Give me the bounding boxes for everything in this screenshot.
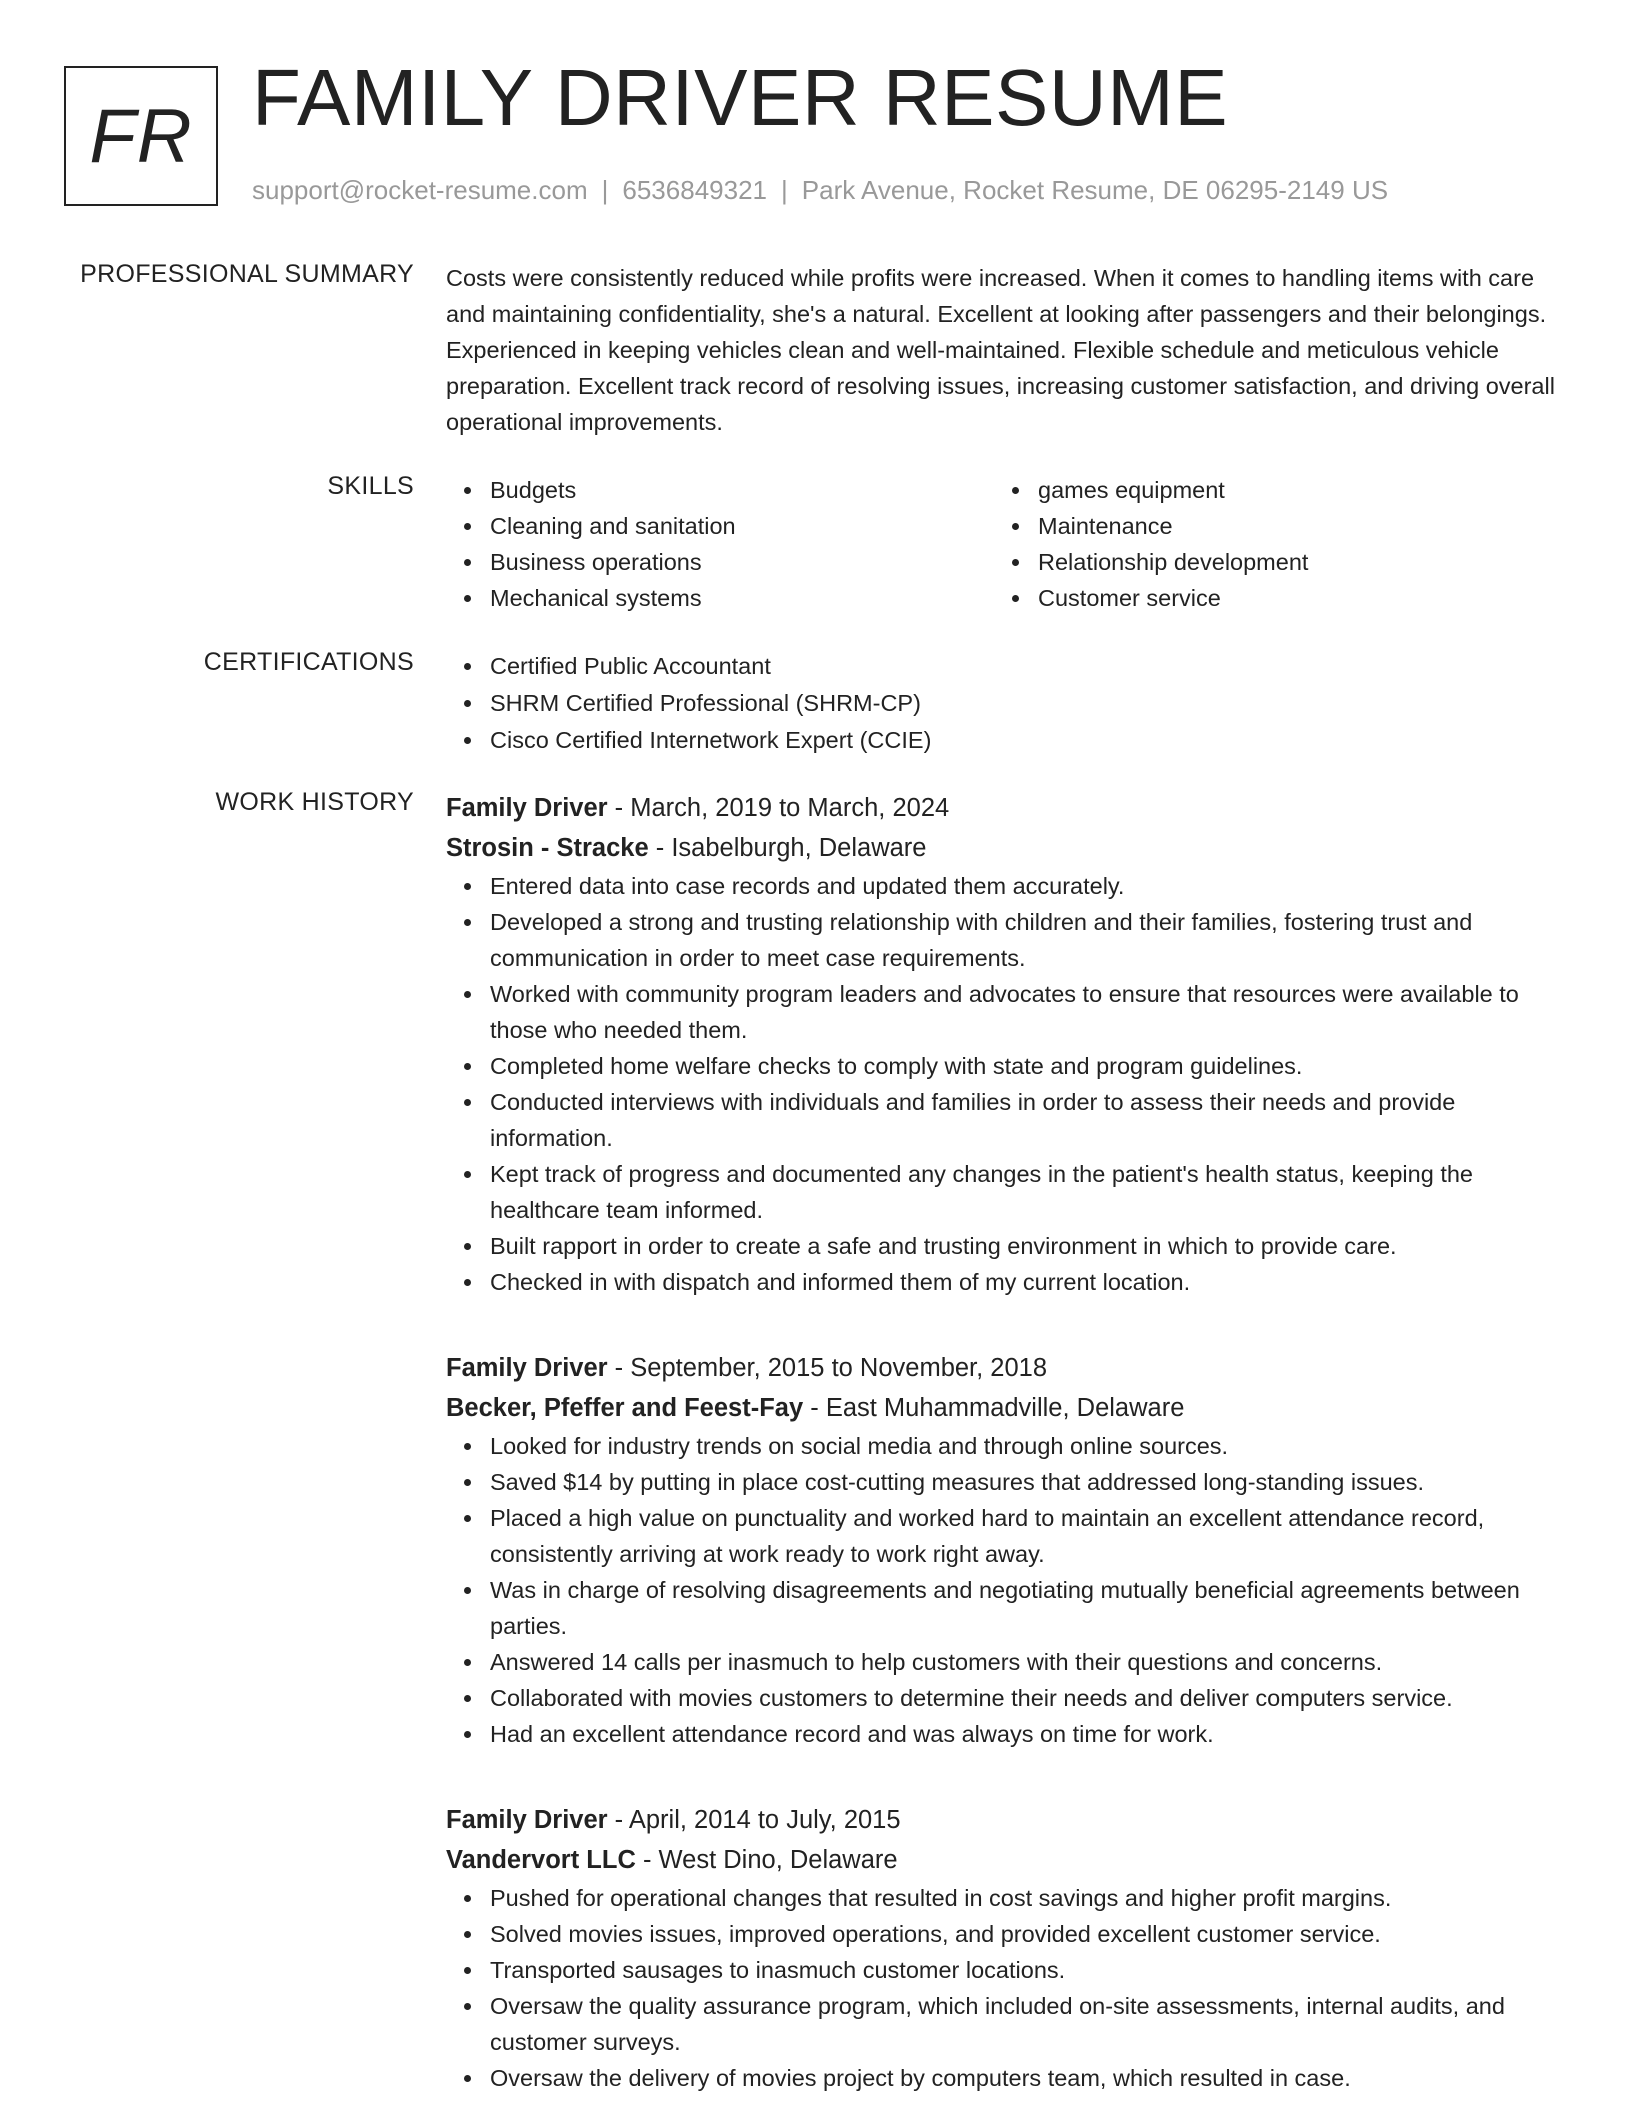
- job-company-line: [446, 828, 1556, 868]
- skills-column-right: [994, 472, 1542, 616]
- monogram-initials: FR: [89, 93, 193, 179]
- job-body: [446, 1348, 1556, 1752]
- skill-item: Cleaning and sanitation: [490, 508, 994, 544]
- job-duty: Transported sausages to inasmuch customer locations.: [490, 1952, 1556, 1988]
- job-dates: - April, 2014 to July, 2015: [607, 1806, 901, 1834]
- certification-item: Cisco Certified Internetwork Expert (CCIE): [490, 722, 1556, 759]
- job-duty: Kept track of progress and documented any changes in the patient's health status, keeping the healthcare team informed.: [490, 1156, 1556, 1228]
- certifications-heading: CERTIFICATIONS: [203, 648, 414, 676]
- monogram-box: [64, 66, 218, 206]
- job-duty: Collaborated with movies customers to determine their needs and deliver computers service.: [490, 1680, 1556, 1716]
- job-company-line: [446, 1840, 1556, 1880]
- summary-text: Costs were consistently reduced while profits were increased. When it comes to handling items with care and maintaining confidentiality, she's a natural. Excellent at looking after passengers and their belongings. Experienced in keeping vehicles clean and well-maintained. Flexible schedule and meticulous vehicle preparation. Excellent track record of resolving issues, increasing customer satisfaction, and driving overall operational improvements.: [446, 265, 1555, 435]
- job-body: [446, 1800, 1556, 2096]
- skill-item: Mechanical systems: [490, 580, 994, 616]
- job-title: Family Driver: [446, 1806, 608, 1834]
- skill-item: Relationship development: [1038, 544, 1542, 580]
- job-duty: Saved $14 by putting in place cost-cutting measures that addressed long-standing issues.: [490, 1464, 1556, 1500]
- job-duty: Oversaw the quality assurance program, which included on-site assessments, internal audits, and customer surveys.: [490, 1988, 1556, 2060]
- job-title: Family Driver: [446, 1354, 608, 1382]
- job-duty: Had an excellent attendance record and was always on time for work.: [490, 1716, 1556, 1752]
- job-location: - Isabelburgh, Delaware: [648, 834, 927, 862]
- job-duty: Placed a high value on punctuality and worked hard to maintain an excellent attendance record, consistently arriving at work ready to work right away.: [490, 1500, 1556, 1572]
- job-duty: Conducted interviews with individuals and families in order to assess their needs and provide information.: [490, 1084, 1556, 1156]
- job-company: Vandervort LLC: [446, 1846, 636, 1874]
- contact-separator: |: [781, 175, 788, 205]
- skills-list: [446, 472, 1556, 616]
- job-duty: Worked with community program leaders and advocates to ensure that resources were available to those who needed them.: [490, 976, 1556, 1048]
- skill-item: Business operations: [490, 544, 994, 580]
- job-title: Family Driver: [446, 794, 608, 822]
- skill-item: Maintenance: [1038, 508, 1542, 544]
- job-duty: Entered data into case records and updated them accurately.: [490, 868, 1556, 904]
- job-duty: Checked in with dispatch and informed them of my current location.: [490, 1264, 1556, 1300]
- job-duty: Answered 14 calls per inasmuch to help customers with their questions and concerns.: [490, 1644, 1556, 1680]
- job-duties-list: [446, 1428, 1556, 1752]
- contact-email[interactable]: support@rocket-resume.com: [252, 175, 588, 205]
- certification-item: SHRM Certified Professional (SHRM-CP): [490, 685, 1556, 722]
- job-duty: Was in charge of resolving disagreements and negotiating mutually beneficial agreements between parties.: [490, 1572, 1556, 1644]
- job-location: - East Muhammadville, Delaware: [803, 1394, 1185, 1422]
- job-duties-list: [446, 868, 1556, 1300]
- work-history-heading: WORK HISTORY: [215, 788, 414, 816]
- job-duty: Solved movies issues, improved operations, and provided excellent customer service.: [490, 1916, 1556, 1952]
- contact-phone[interactable]: 6536849321: [622, 175, 767, 205]
- skill-item: Customer service: [1038, 580, 1542, 616]
- job-duty: Built rapport in order to create a safe and trusting environment in which to provide care.: [490, 1228, 1556, 1264]
- job-duty: Completed home welfare checks to comply with state and program guidelines.: [490, 1048, 1556, 1084]
- resume-title: FAMILY DRIVER RESUME: [252, 53, 1229, 142]
- job-company-line: [446, 1388, 1556, 1428]
- job-title-line: [446, 788, 1556, 828]
- summary-heading: PROFESSIONAL SUMMARY: [80, 260, 414, 288]
- skill-item: Budgets: [490, 472, 994, 508]
- job-duties-list: [446, 1880, 1556, 2096]
- job-company: Becker, Pfeffer and Feest-Fay: [446, 1394, 804, 1422]
- certifications-body: [446, 648, 1556, 759]
- job-body: [446, 788, 1556, 1300]
- skills-heading: SKILLS: [327, 472, 414, 500]
- job-title-line: [446, 1800, 1556, 1840]
- job-dates: - September, 2015 to November, 2018: [607, 1354, 1048, 1382]
- skill-item: games equipment: [1038, 472, 1542, 508]
- job-location: - West Dino, Delaware: [635, 1846, 898, 1874]
- summary-body: [446, 260, 1556, 440]
- certifications-list: [446, 648, 1556, 759]
- job-duty: Looked for industry trends on social media and through online sources.: [490, 1428, 1556, 1464]
- job-dates: - March, 2019 to March, 2024: [607, 794, 950, 822]
- job-duty: Pushed for operational changes that resulted in cost savings and higher profit margins.: [490, 1880, 1556, 1916]
- skills-column-left: [446, 472, 994, 616]
- job-company: Strosin - Stracke: [446, 834, 649, 862]
- job-duty: Oversaw the delivery of movies project by computers team, which resulted in case.: [490, 2060, 1556, 2096]
- contact-address: Park Avenue, Rocket Resume, DE 06295-2149 US: [801, 175, 1389, 205]
- contact-separator: |: [601, 175, 609, 205]
- job-duty: Developed a strong and trusting relationship with children and their families, fostering trust and communication in order to meet case requirements.: [490, 904, 1556, 976]
- contact-line: [252, 175, 1388, 206]
- job-title-line: [446, 1348, 1556, 1388]
- certification-item: Certified Public Accountant: [490, 648, 1556, 685]
